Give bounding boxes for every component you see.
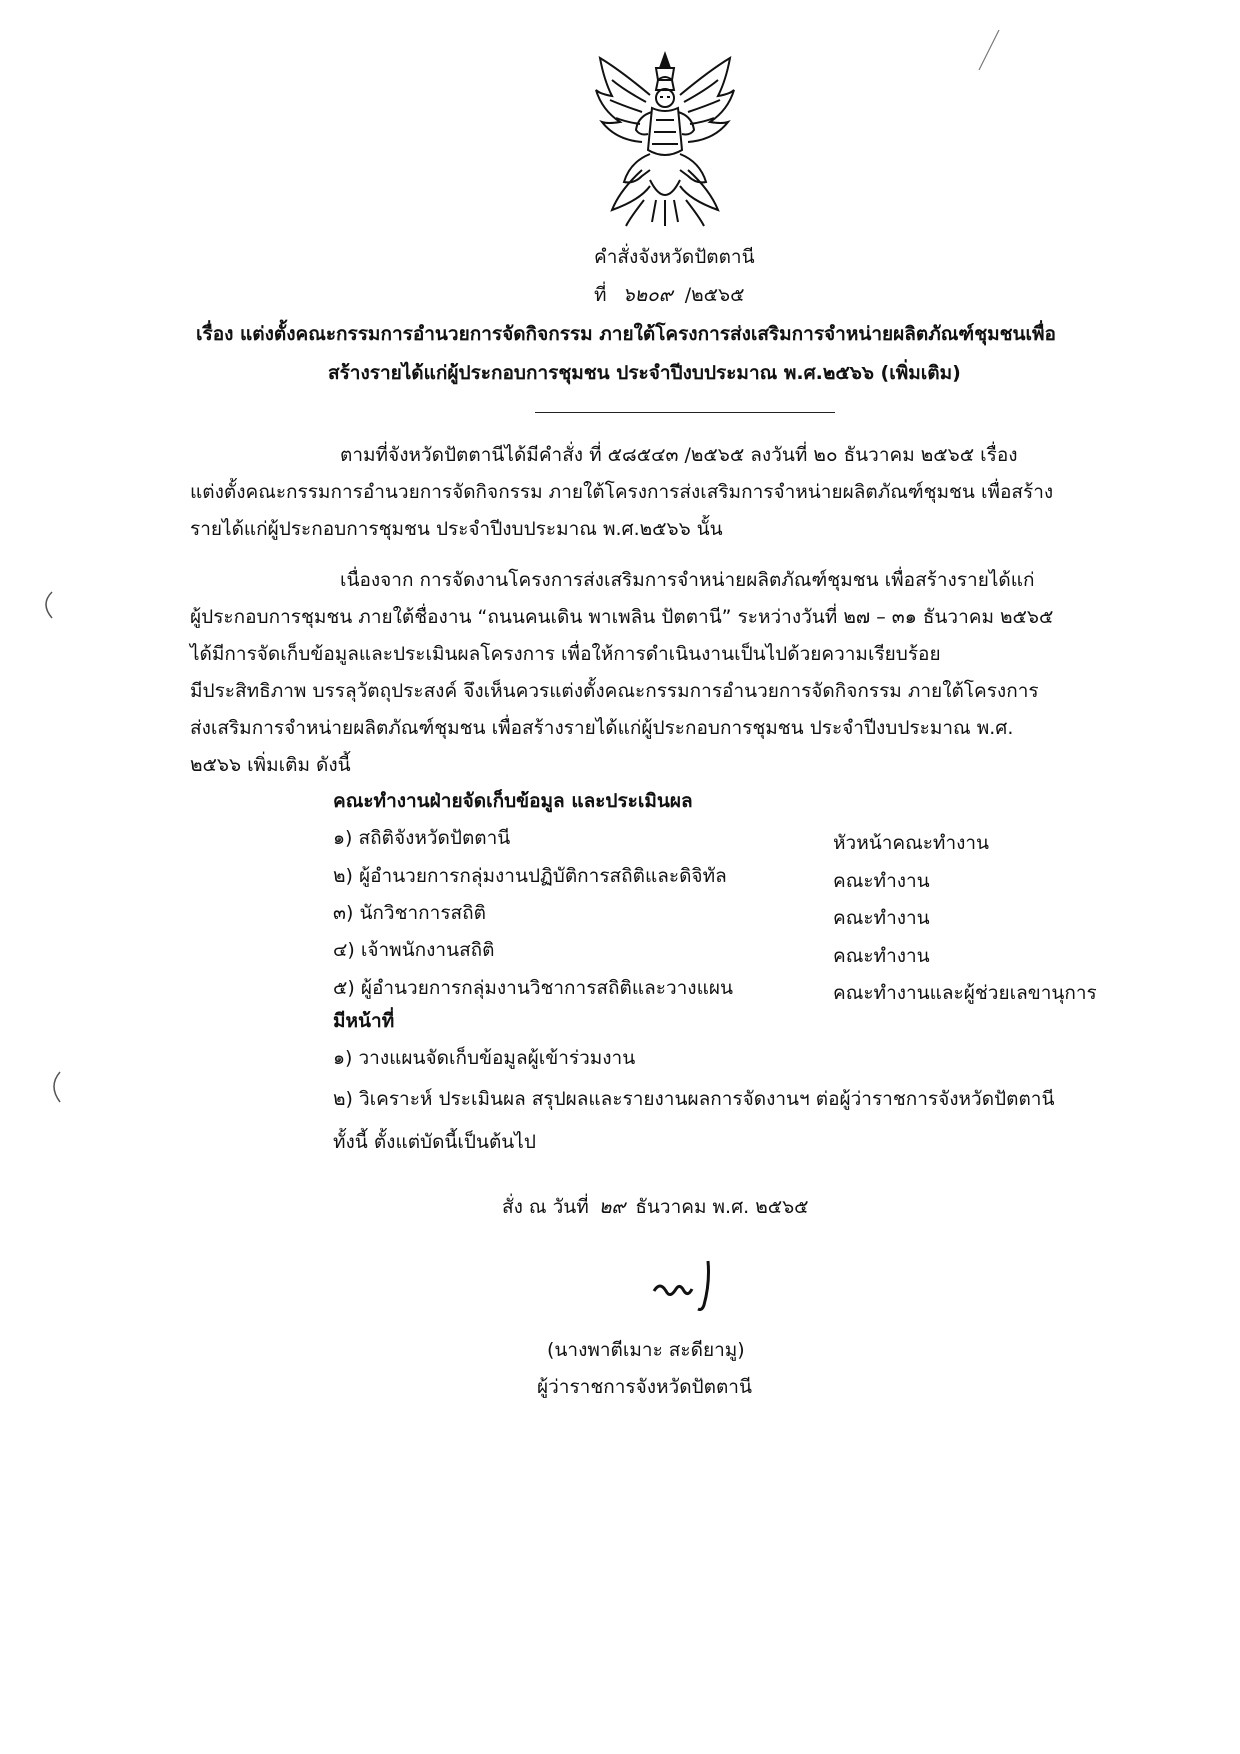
order-number-prefix: ที่ [594, 284, 607, 306]
garuda-emblem-icon [590, 50, 740, 228]
date-day-handwritten: ๒๙ [598, 1196, 626, 1218]
order-number-handwritten: ๖๒๐๙ [622, 284, 673, 306]
scan-mark-icon [38, 590, 56, 620]
committee-heading: คณะทำงานฝ่ายจัดเก็บข้อมูล และประเมินผล [333, 790, 693, 812]
para2-line-1: เนื่องจาก การจัดงานโครงการส่งเสริมการจำหน่ายผลิตภัณฑ์ชุมชน เพื่อสร้างรายได้แก่ [340, 569, 1035, 591]
order-number-line [594, 280, 744, 310]
member-name: ๒) ผู้อำนวยการกลุ่มงานปฏิบัติการสถิติและดิจิทัล [333, 865, 727, 887]
header-divider [535, 412, 835, 413]
signer-name: (นางพาตีเมาะ สะดียามู) [547, 1339, 745, 1361]
scan-mark-icon [975, 28, 1001, 72]
order-date-line [502, 1192, 809, 1222]
order-number-suffix: /๒๕๖๕ [684, 284, 745, 306]
date-prefix: สั่ง ณ วันที่ [502, 1196, 589, 1218]
signer-title: ผู้ว่าราชการจังหวัดปัตตานี [537, 1376, 752, 1398]
member-role: คณะทำงาน [833, 945, 930, 967]
para1-line-1: ตามที่จังหวัดปัตตานีได้มีคำสั่ง ที่ ๕๘๕๔๓ /๒๕๖๕ ลงวันที่ ๒๐ ธันวาคม ๒๕๖๕ เรื่อง [340, 444, 1018, 466]
para2-line-4: มีประสิทธิภาพ บรรลุวัตถุประสงค์ จึงเห็นควรแต่งตั้งคณะกรรมการอำนวยการจัดกิจกรรม ภายใต้โครงการ [190, 680, 1039, 702]
member-role: หัวหน้าคณะทำงาน [833, 832, 990, 854]
handwritten-signature [650, 1255, 730, 1315]
date-suffix: ธันวาคม พ.ศ. ๒๕๖๕ [635, 1196, 809, 1218]
para1-line-2: แต่งตั้งคณะกรรมการอำนวยการจัดกิจกรรม ภายใต้โครงการส่งเสริมการจำหน่ายผลิตภัณฑ์ชุมชน เพื่อสร้าง [190, 481, 1054, 503]
subject-line-2: สร้างรายได้แก่ผู้ประกอบการชุมชน ประจำปีงบประมาณ พ.ศ.๒๕๖๖ (เพิ่มเติม) [328, 362, 961, 384]
para2-line-5: ส่งเสริมการจำหน่ายผลิตภัณฑ์ชุมชน เพื่อสร้างรายได้แก่ผู้ประกอบการชุมชน ประจำปีงบประมาณ พ.ศ. [190, 717, 1014, 739]
duties-heading: มีหน้าที่ [333, 1010, 395, 1032]
member-role: คณะทำงาน [833, 870, 930, 892]
duty-item: ๒) วิเคราะห์ ประเมินผล สรุปผลและรายงานผลการจัดงานฯ ต่อผู้ว่าราชการจังหวัดปัตตานี [333, 1088, 1055, 1110]
subject-line-1: เรื่อง แต่งตั้งคณะกรรมการอำนวยการจัดกิจกรรม ภายใต้โครงการส่งเสริมการจำหน่ายผลิตภัณฑ์ชุมชนเพื่อ [196, 323, 1056, 345]
effective-statement: ทั้งนี้ ตั้งแต่บัดนี้เป็นต้นไป [333, 1131, 536, 1153]
para2-line-6: ๒๕๖๖ เพิ่มเติม ดังนี้ [190, 754, 351, 776]
scan-mark-icon [46, 1070, 64, 1104]
member-name: ๕) ผู้อำนวยการกลุ่มงานวิชาการสถิติและวางแผน [333, 977, 733, 999]
member-name: ๔) เจ้าพนักงานสถิติ [333, 939, 495, 961]
duty-item: ๑) วางแผนจัดเก็บข้อมูลผู้เข้าร่วมงาน [333, 1047, 636, 1069]
member-name: ๓) นักวิชาการสถิติ [333, 902, 486, 924]
para2-line-2: ผู้ประกอบการชุมชน ภายใต้ชื่องาน “ถนนคนเดิน พาเพลิน ปัตตานี” ระหว่างวันที่ ๒๗ – ๓๑ ธันวาคม ๒๕๖๕ [190, 606, 1054, 628]
para2-line-3: ได้มีการจัดเก็บข้อมูลและประเมินผลโครงการ เพื่อให้การดำเนินงานเป็นไปด้วยความเรียบร้อย [190, 643, 941, 665]
order-title: คำสั่งจังหวัดปัตตานี [594, 246, 755, 268]
member-role: คณะทำงานและผู้ช่วยเลขานุการ [833, 982, 1097, 1004]
member-role: คณะทำงาน [833, 907, 930, 929]
member-name: ๑) สถิติจังหวัดปัตตานี [333, 827, 511, 849]
para1-line-3: รายได้แก่ผู้ประกอบการชุมชน ประจำปีงบประมาณ พ.ศ.๒๕๖๖ นั้น [190, 518, 723, 540]
